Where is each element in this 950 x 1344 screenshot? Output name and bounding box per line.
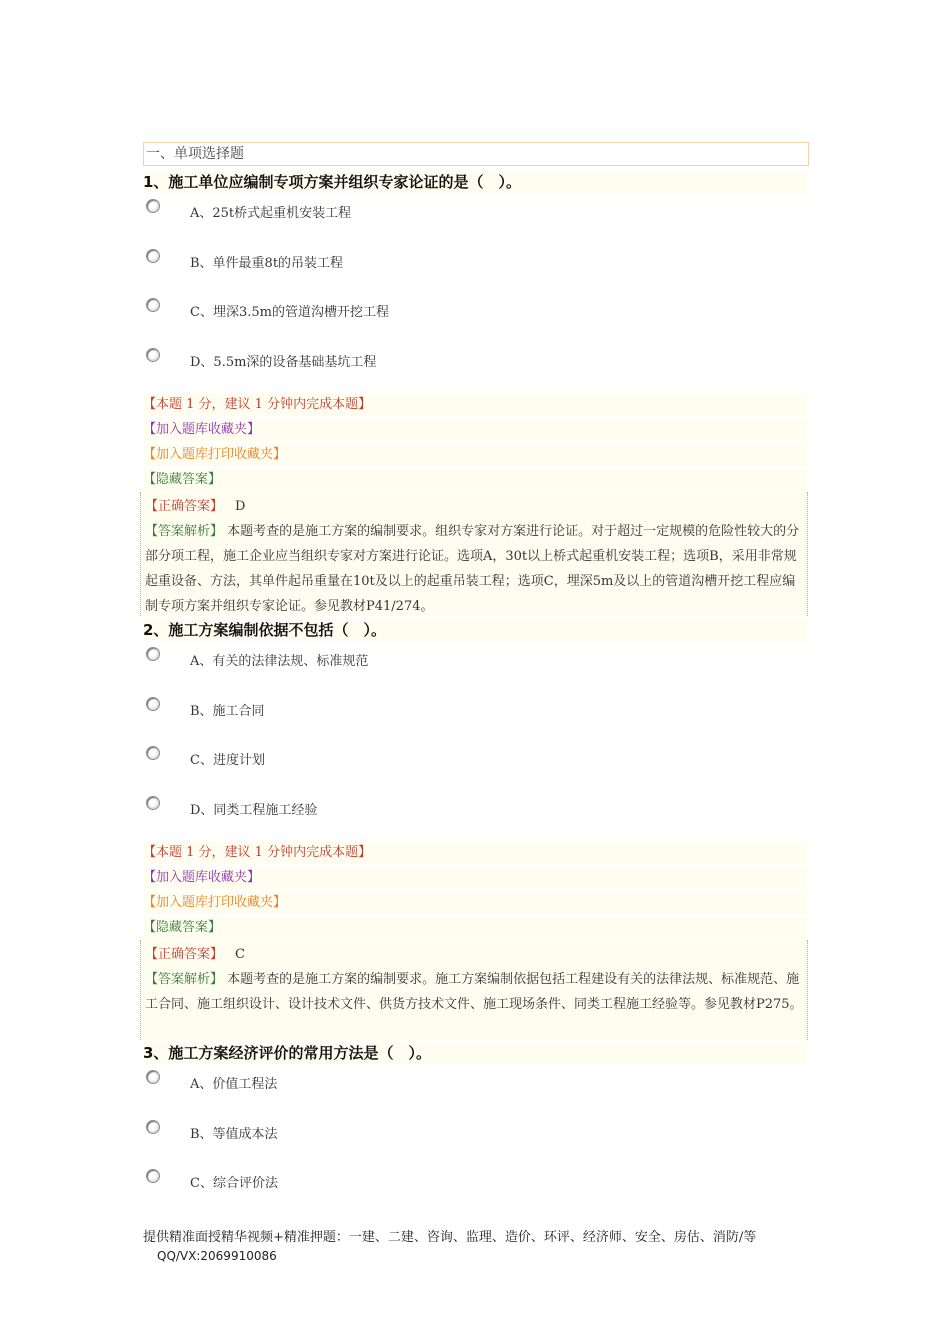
question-2-answer-box	[140, 940, 808, 1040]
question-2-answer-label: 【正确答案】	[145, 947, 224, 962]
question-2-add-favorites-link[interactable]: 【加入题库收藏夹】	[143, 867, 807, 889]
question-1-explanation	[145, 519, 805, 619]
question-2-option-b-radio[interactable]	[146, 697, 160, 711]
question-1-title: 1、施工单位应编制专项方案并组织专家论证的是（ ）。	[143, 171, 807, 193]
question-2-explanation	[145, 967, 805, 1017]
question-3-option-b-radio[interactable]	[146, 1120, 160, 1134]
question-2-answer-value: C	[235, 947, 245, 962]
question-2-option-a-radio[interactable]	[146, 647, 160, 661]
question-3-option-b-label: B、等值成本法	[190, 1127, 278, 1142]
question-1-option-c-label: C、埋深3.5m的管道沟槽开挖工程	[190, 305, 389, 320]
question-3-option-c-label: C、综合评价法	[190, 1176, 278, 1191]
question-2-option-c-radio[interactable]	[146, 746, 160, 760]
question-2-title: 2、施工方案编制依据不包括（ ）。	[143, 619, 807, 641]
question-1-option-a-label: A、25t桥式起重机安装工程	[190, 206, 352, 221]
question-1-option-d-radio[interactable]	[146, 348, 160, 362]
question-2-correct-answer	[145, 942, 805, 967]
question-1-score-note: 【本题 1 分，建议 1 分钟内完成本题】	[143, 394, 807, 416]
question-1-answer-value: D	[235, 499, 246, 514]
question-2-option-b-label: B、施工合同	[190, 704, 265, 719]
question-2-explanation-label: 【答案解析】	[145, 972, 224, 987]
section-title: 一、单项选择题	[143, 142, 809, 166]
footer-contact: QQ/VX:2069910086	[157, 1249, 277, 1263]
question-1-add-print-favorites-link[interactable]: 【加入题库打印收藏夹】	[143, 444, 807, 466]
question-1-explanation-label: 【答案解析】	[145, 524, 224, 539]
question-3-option-c-radio[interactable]	[146, 1169, 160, 1183]
question-1-answer-box	[140, 492, 808, 616]
question-1-option-c-radio[interactable]	[146, 298, 160, 312]
question-3-option-a-radio[interactable]	[146, 1070, 160, 1084]
footer-text: 提供精准面授精华视频+精准押题：一建、二建、咨询、监理、造价、环评、经济师、安全、房估、消防/等	[143, 1230, 757, 1245]
question-2-explanation-text: 本题考查的是施工方案的编制要求。施工方案编制依据包括工程建设有关的法律法规、标准规范、施工合同、施工组织设计、设计技术文件、供货方技术文件、施工现场条件、同类工程施工经验等。参见教材P275。	[145, 972, 803, 1012]
question-2-hide-answer-link[interactable]: 【隐藏答案】	[143, 917, 807, 939]
question-1-option-b-label: B、单件最重8t的吊装工程	[190, 256, 344, 271]
question-2-option-d-radio[interactable]	[146, 796, 160, 810]
footer-note	[143, 1228, 809, 1266]
question-1-add-favorites-link[interactable]: 【加入题库收藏夹】	[143, 419, 807, 441]
question-2-option-d-label: D、同类工程施工经验	[190, 803, 318, 818]
question-1-correct-answer	[145, 494, 805, 519]
question-3-option-a-label: A、价值工程法	[190, 1077, 278, 1092]
question-2-add-print-favorites-link[interactable]: 【加入题库打印收藏夹】	[143, 892, 807, 914]
question-2-option-c-label: C、进度计划	[190, 753, 265, 768]
question-1-option-b-radio[interactable]	[146, 249, 160, 263]
question-1-answer-label: 【正确答案】	[145, 499, 224, 514]
question-2-score-note: 【本题 1 分，建议 1 分钟内完成本题】	[143, 842, 807, 864]
question-1-option-d-label: D、5.5m深的设备基础基坑工程	[190, 355, 377, 370]
question-1-explanation-text: 本题考查的是施工方案的编制要求。组织专家对方案进行论证。对于超过一定规模的危险性较大的分部分项工程，施工企业应当组织专家对方案进行论证。选项A，30t以上桥式起重机安装工程；选项B，采用非常规起重设备、方法，其单件起吊重量在10t及以上的起重吊装工程；选项C，埋深5m及以上的管道沟槽开挖工程应编制专项方案并组织专家论证。参见教材P41/274。	[145, 524, 800, 614]
question-1-option-a-radio[interactable]	[146, 199, 160, 213]
question-2-option-a-label: A、有关的法律法规、标准规范	[190, 654, 369, 669]
question-3-title: 3、施工方案经济评价的常用方法是（ ）。	[143, 1042, 807, 1064]
question-1-hide-answer-link[interactable]: 【隐藏答案】	[143, 469, 807, 491]
